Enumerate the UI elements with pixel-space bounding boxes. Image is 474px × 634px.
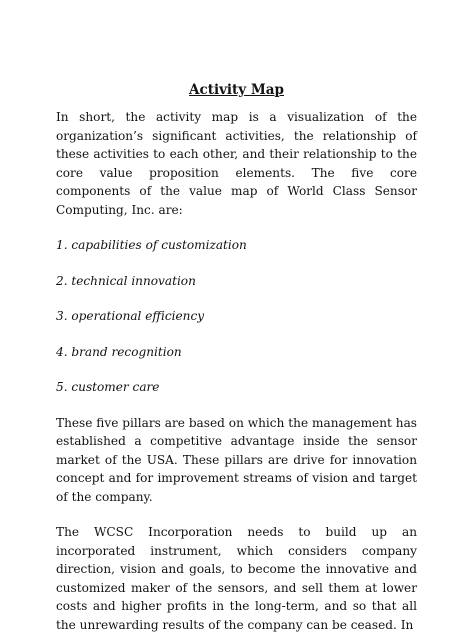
paragraph-wcsc: The WCSC Incorporation needs to build up an incorporated instrument, which considers company direction, vision and goals, to become the innovative and customized maker of the sensors, and sell them at lower costs and higher profits in the long-term, and so that all the unrewarding results of the company can be ceased. In bbox=[56, 525, 417, 632]
list-item-2: 2. technical innovation bbox=[56, 273, 196, 288]
list-item-3: 3. operational efficiency bbox=[56, 309, 205, 323]
spacer bbox=[56, 361, 417, 378]
intro-paragraph: In short, the activity map is a visualization of the organization’s significant activities, the relationship of these activities to each other, and their relationship to the core value proposition elements. The five core components of the value map of World Class Sensor Computing, Inc. are: bbox=[56, 110, 417, 217]
document-page bbox=[56, 82, 417, 634]
spacer bbox=[56, 219, 417, 236]
list-item-4: 4. brand recognition bbox=[56, 344, 182, 359]
document-title: Activity Map bbox=[189, 82, 284, 98]
spacer bbox=[56, 255, 417, 272]
list-item-5: 5. customer care bbox=[56, 380, 160, 394]
spacer bbox=[56, 290, 417, 307]
paragraph-pillars: These five pillars are based on which the management has established a competitive advantage inside the sensor market of the USA. These pillars are drive for innovation concept and for improvement streams of vision and target of the company. bbox=[56, 415, 417, 504]
spacer bbox=[56, 397, 417, 414]
spacer bbox=[56, 506, 417, 523]
spacer bbox=[56, 326, 417, 343]
list-item-1: 1. capabilities of customization bbox=[56, 238, 247, 252]
